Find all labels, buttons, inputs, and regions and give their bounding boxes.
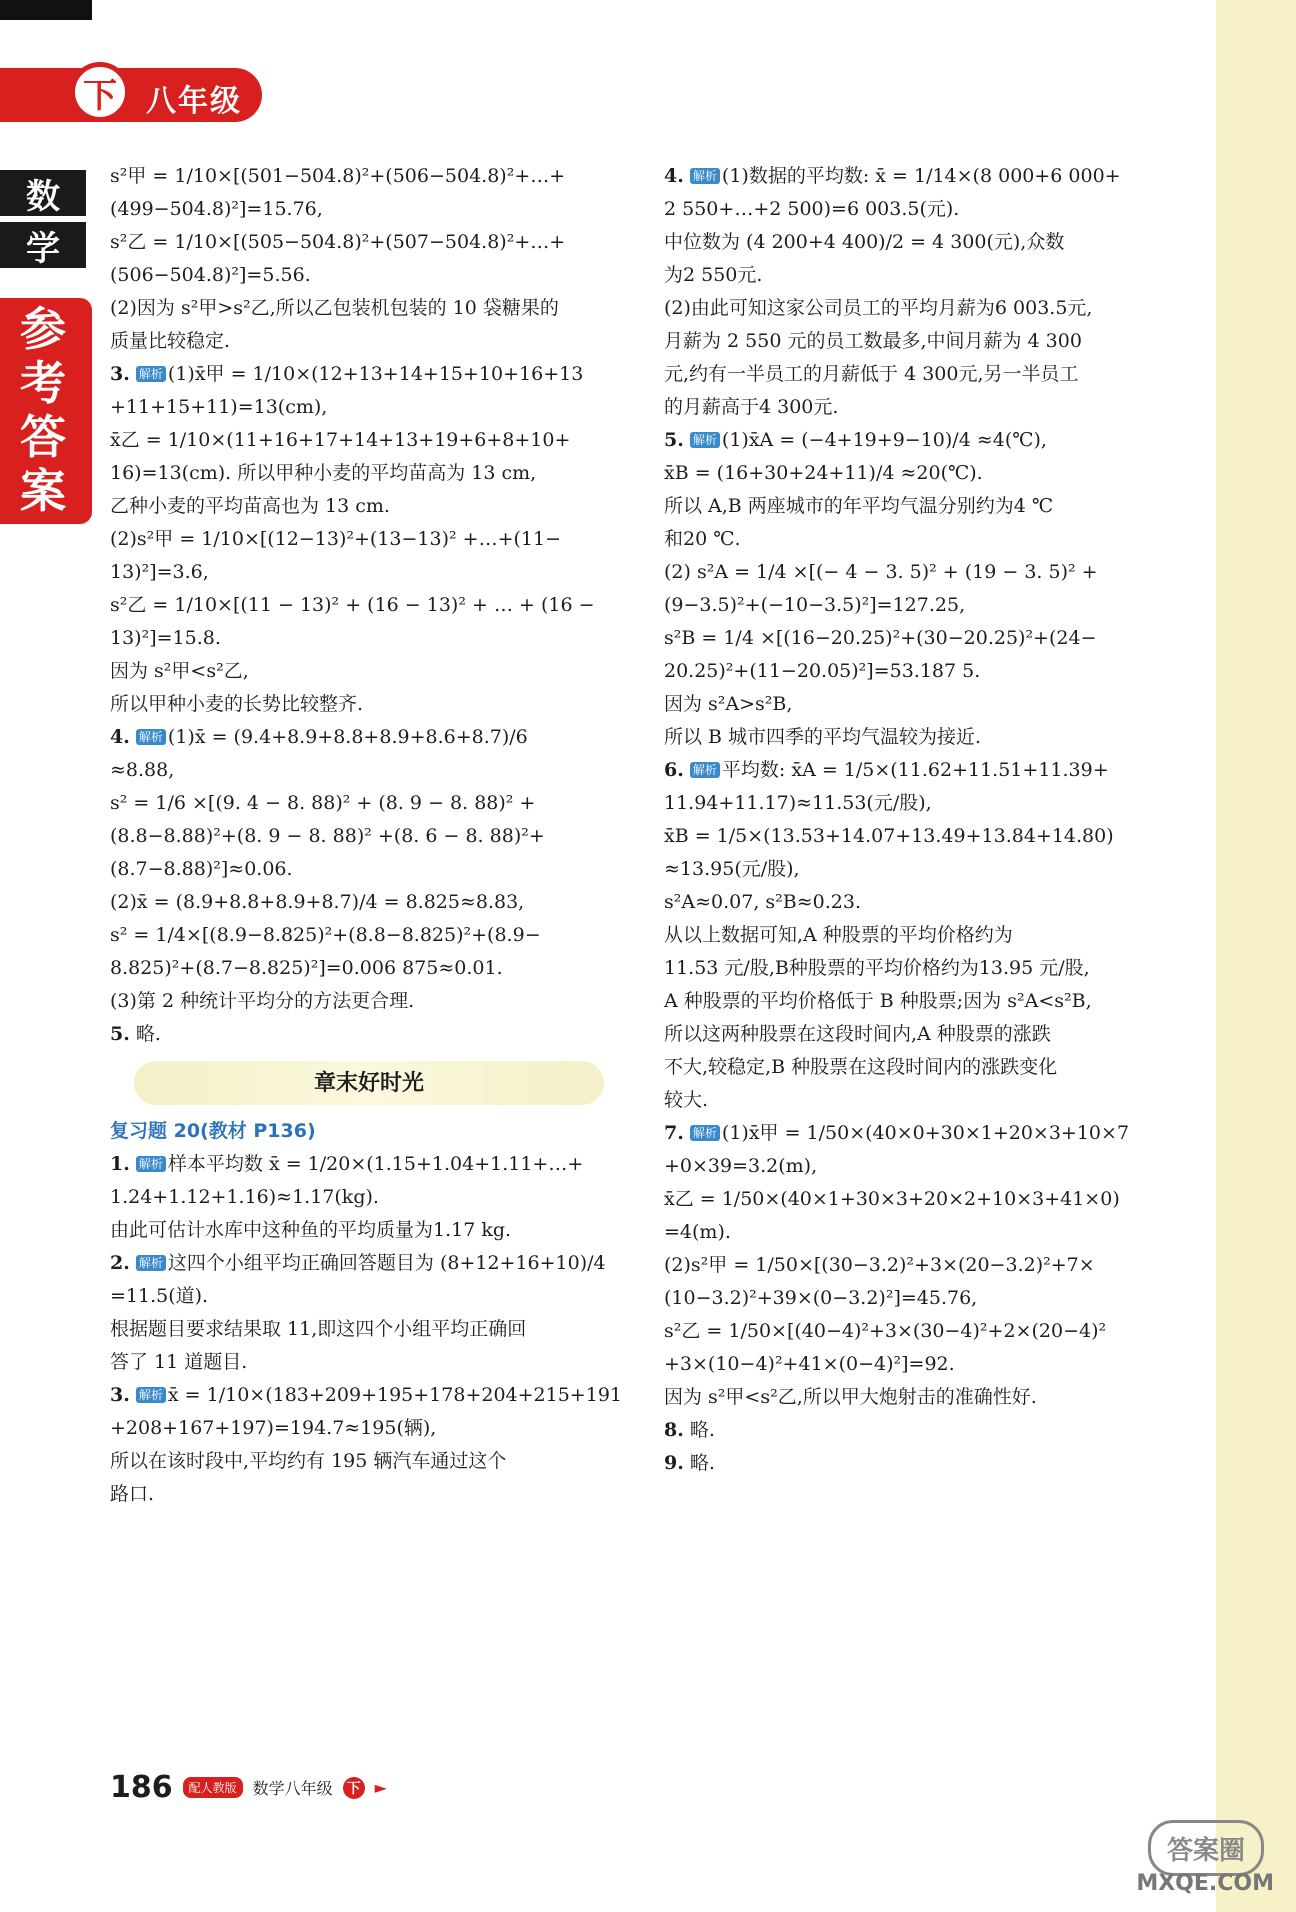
question-number: 5. [110, 1023, 130, 1045]
answer-line [110, 1478, 610, 1511]
answer-line [110, 1379, 622, 1412]
answer-text: 平均数: x̄A = 1/5×(11.62+11.51+11.39+ [721, 759, 1109, 781]
answer-text: (2)s²甲 = 1/10×[(12−13)²+(13−13)² +…+(11− [110, 528, 562, 550]
answer-line [110, 655, 610, 688]
answer-text: 8.825)²+(8.7−8.825)²]=0.006 875≈0.01. [110, 957, 503, 979]
answer-line [664, 853, 1164, 886]
answer-line [664, 754, 1164, 787]
answer-text: 所以这两种股票在这段时间内,A 种股票的涨跌 [664, 1023, 1051, 1045]
answer-line [110, 358, 610, 391]
answer-line [664, 1282, 1164, 1315]
answer-line [110, 160, 610, 193]
answer-line [664, 1348, 1164, 1381]
arrow-right-icon: ► [374, 1778, 387, 1797]
answer-text: =4(m). [664, 1221, 731, 1243]
answer-text: s²A≈0.07, s²B≈0.23. [664, 891, 861, 913]
answer-line [110, 1280, 610, 1313]
answer-text: 较大. [664, 1089, 709, 1111]
answer-line [110, 688, 610, 721]
answer-text: 质量比较稳定. [110, 330, 231, 352]
grade-label: 八年级 [146, 84, 242, 119]
answer-text: 答了 11 道题目. [110, 1351, 248, 1373]
watermark-logo: 答案圈 [1148, 1820, 1264, 1876]
answer-line [664, 952, 1164, 985]
answer-text: s²乙 = 1/10×[(11 − 13)² + (16 − 13)² + … + (16 − [110, 594, 595, 616]
answer-text: (2)由此可知这家公司员工的平均月薪为6 003.5元, [664, 297, 1093, 319]
side-subject-top: 数 [0, 170, 86, 216]
answer-text: 为2 550元. [664, 264, 763, 286]
page-number: 186 [110, 1770, 173, 1805]
answer-text: 11.94+11.17)≈11.53(元/股), [664, 792, 932, 814]
page-edge-strip [1216, 0, 1296, 1912]
answer-text: (1)x̄A = (−4+19+9−10)/4 ≈4(℃), [721, 429, 1047, 451]
answer-line [664, 1084, 1164, 1117]
answer-line [110, 952, 610, 985]
side-label-char: 案 [20, 464, 66, 518]
question-number: 2. [110, 1252, 130, 1274]
answer-line [110, 556, 610, 589]
answer-text: 样本平均数 x̄ = 1/20×(1.15+1.04+1.11+…+ [167, 1153, 584, 1175]
side-label-char: 考 [20, 356, 66, 410]
answer-line [110, 1445, 610, 1478]
side-subject-bottom: 学 [0, 222, 86, 268]
answer-line [664, 1183, 1164, 1216]
answer-text: (1)x̄甲 = 1/50×(40×0+30×1+20×3+10×7 [721, 1122, 1130, 1144]
answer-text: (10−3.2)²+39×(0−3.2)²]=45.76, [664, 1287, 978, 1309]
section-subtitle: 复习题 20(教材 P136) [110, 1120, 316, 1142]
answer-line [664, 523, 1164, 556]
right-column [664, 160, 1164, 1480]
answer-line [664, 622, 1164, 655]
answer-line [110, 985, 610, 1018]
answer-line [664, 556, 1164, 589]
answer-line [664, 1051, 1164, 1084]
answer-text: 根据题目要求结果取 11,即这四个小组平均正确回 [110, 1318, 527, 1340]
answer-text: +3×(10−4)²+41×(0−4)²]=92. [664, 1353, 955, 1375]
side-label-char: 答 [20, 410, 66, 464]
question-number: 4. [110, 726, 130, 748]
answer-text: s² = 1/6 ×[(9. 4 − 8. 88)² + (8. 9 − 8. 88)² + [110, 792, 536, 814]
answer-text: (499−504.8)²]=15.76, [110, 198, 323, 220]
answer-line [664, 160, 1164, 193]
answer-text: +11+15+11)=13(cm), [110, 396, 328, 418]
solution-badge: 解析 [690, 1125, 720, 1141]
answer-line [110, 193, 610, 226]
answer-line [110, 1018, 610, 1051]
answer-line [664, 1447, 1164, 1480]
question-number: 6. [664, 759, 684, 781]
answer-text: 13)²]=3.6, [110, 561, 209, 583]
answer-text: s²甲 = 1/10×[(501−504.8)²+(506−504.8)²+…+ [110, 165, 566, 187]
answer-line [110, 1148, 610, 1181]
watermark-site: MXQE.COM [1136, 1871, 1274, 1896]
review-answers [110, 1148, 622, 1511]
question-number: 3. [110, 363, 130, 385]
answer-line [110, 1412, 610, 1445]
answer-line [664, 1381, 1164, 1414]
answer-line [110, 1247, 610, 1280]
answer-text: 路口. [110, 1483, 155, 1505]
answer-text: 月薪为 2 550 元的员工数最多,中间月薪为 4 300 [664, 330, 1082, 352]
answer-text: 略. [689, 1452, 715, 1474]
answer-line [110, 1346, 610, 1379]
answer-text: ≈13.95(元/股), [664, 858, 800, 880]
side-answer-tab [0, 298, 92, 524]
answer-line [664, 721, 1164, 754]
answer-line [110, 886, 610, 919]
question-number: 9. [664, 1452, 684, 1474]
solution-badge: 解析 [690, 432, 720, 448]
answer-text: x̄B = (16+30+24+11)/4 ≈20(℃). [664, 462, 983, 484]
question-number: 7. [664, 1122, 684, 1144]
book-title: 数学八年级 [252, 1779, 333, 1798]
answer-line [664, 919, 1164, 952]
answer-line [110, 424, 610, 457]
answer-line [110, 457, 610, 490]
answer-text: 从以上数据可知,A 种股票的平均价格约为 [664, 924, 1013, 946]
answer-text: (8.7−8.88)²]≈0.06. [110, 858, 293, 880]
answer-line [664, 1150, 1164, 1183]
answer-text: (1)数据的平均数: x̄ = 1/14×(8 000+6 000+ [721, 165, 1121, 187]
answer-line [664, 325, 1164, 358]
answer-text: 16)=13(cm). 所以甲种小麦的平均苗高为 13 cm, [110, 462, 537, 484]
question-number: 3. [110, 1384, 130, 1406]
answer-line [664, 1249, 1164, 1282]
right-answers [664, 160, 1164, 1480]
solution-badge: 解析 [136, 1387, 166, 1403]
answer-text: 和20 ℃. [664, 528, 741, 550]
answer-line [110, 226, 610, 259]
answer-line [110, 853, 610, 886]
side-label-char: 参 [20, 302, 66, 356]
answer-line [664, 457, 1164, 490]
answer-text: (1)x̄甲 = 1/10×(12+13+14+15+10+16+13 [167, 363, 584, 385]
answer-line [110, 919, 610, 952]
answer-text: 这四个小组平均正确回答题目为 (8+12+16+10)/4 [167, 1252, 606, 1274]
answer-text: 乙种小麦的平均苗高也为 13 cm. [110, 495, 390, 517]
answer-text: s²乙 = 1/50×[(40−4)²+3×(30−4)²+2×(20−4)² [664, 1320, 1107, 1342]
answer-line [664, 358, 1164, 391]
answer-text: 因为 s²甲<s²乙, [110, 660, 249, 682]
answer-text: 略. [689, 1419, 715, 1441]
answer-line [110, 1181, 610, 1214]
answer-line [664, 391, 1164, 424]
answer-text: +0×39=3.2(m), [664, 1155, 818, 1177]
answer-text: 2 550+…+2 500)=6 003.5(元). [664, 198, 960, 220]
answer-text: (506−504.8)²]=5.56. [110, 264, 311, 286]
answer-text: 因为 s²A>s²B, [664, 693, 793, 715]
answer-text: 所以在该时段中,平均约有 195 辆汽车通过这个 [110, 1450, 507, 1472]
answer-line [664, 886, 1164, 919]
edition-badge: 配人教版 [183, 1777, 243, 1798]
volume-badge: 下 [70, 62, 130, 122]
solution-badge: 解析 [136, 1156, 166, 1172]
answer-line [110, 820, 610, 853]
answer-text: (2)x̄ = (8.9+8.8+8.9+8.7)/4 = 8.825≈8.83, [110, 891, 525, 913]
answer-text: s²乙 = 1/10×[(505−504.8)²+(507−504.8)²+…+ [110, 231, 566, 253]
question-number: 4. [664, 165, 684, 187]
answer-line [664, 1216, 1164, 1249]
answer-line [664, 820, 1164, 853]
answer-text: ≈8.88, [110, 759, 175, 781]
question-number: 5. [664, 429, 684, 451]
solution-badge: 解析 [690, 762, 720, 778]
answer-text: 由此可估计水库中这种鱼的平均质量为1.17 kg. [110, 1219, 512, 1241]
answer-text: 略. [135, 1023, 161, 1045]
answer-line [110, 589, 610, 622]
answer-line [110, 523, 610, 556]
answer-line [664, 424, 1164, 457]
answer-line [110, 622, 610, 655]
answer-line [110, 391, 610, 424]
answer-text: 1.24+1.12+1.16)≈1.17(kg). [110, 1186, 379, 1208]
answer-line [664, 589, 1164, 622]
answer-text: s²B = 1/4 ×[(16−20.25)²+(30−20.25)²+(24− [664, 627, 1097, 649]
page-footer [110, 1770, 387, 1805]
grade-banner [0, 62, 262, 128]
answer-text: 不大,较稳定,B 种股票在这段时间内的涨跌变化 [664, 1056, 1058, 1078]
answer-text: =11.5(道). [110, 1285, 209, 1307]
answer-text: 所以 A,B 两座城市的年平均气温分别约为4 ℃ [664, 495, 1054, 517]
answer-line [110, 787, 610, 820]
left-answers [110, 160, 610, 1051]
answer-text: x̄乙 = 1/10×(11+16+17+14+13+19+6+8+10+ [110, 429, 571, 451]
answer-text: 13)²]=15.8. [110, 627, 221, 649]
answer-text: 20.25)²+(11−20.05)²]=53.187 5. [664, 660, 981, 682]
answer-line [110, 490, 610, 523]
answer-line [664, 226, 1164, 259]
top-black-bar [0, 0, 92, 20]
answer-line [664, 1018, 1164, 1051]
answer-line [664, 787, 1164, 820]
answer-line [110, 325, 610, 358]
answer-text: 中位数为 (4 200+4 400)/2 = 4 300(元),众数 [664, 231, 1065, 253]
answer-text: (3)第 2 种统计平均分的方法更合理. [110, 990, 415, 1012]
answer-line [664, 1315, 1164, 1348]
volume-circle: 下 [343, 1777, 365, 1799]
answer-line [664, 490, 1164, 523]
solution-badge: 解析 [690, 168, 720, 184]
answer-text: (2) s²A = 1/4 ×[(− 4 − 3. 5)² + (19 − 3. 5)² + [664, 561, 1098, 583]
question-number: 1. [110, 1153, 130, 1175]
answer-line [664, 1117, 1164, 1150]
answer-text: (2)因为 s²甲>s²乙,所以乙包装机包装的 10 袋糖果的 [110, 297, 559, 319]
answer-line [664, 259, 1164, 292]
answer-line [110, 721, 610, 754]
answer-text: 元,约有一半员工的月薪低于 4 300元,另一半员工 [664, 363, 1079, 385]
answer-text: (1)x̄ = (9.4+8.9+8.8+8.9+8.6+8.7)/6 [167, 726, 528, 748]
answer-text: (8.8−8.88)²+(8. 9 − 8. 88)² +(8. 6 − 8. 88)²+ [110, 825, 545, 847]
answer-text: (9−3.5)²+(−10−3.5)²]=127.25, [664, 594, 966, 616]
section-title: 章末好时光 [134, 1061, 604, 1105]
answer-line [664, 985, 1164, 1018]
answer-text: x̄B = 1/5×(13.53+14.07+13.49+13.84+14.80) [664, 825, 1114, 847]
solution-badge: 解析 [136, 366, 166, 382]
answer-text: 所以甲种小麦的长势比较整齐. [110, 693, 364, 715]
answer-line [110, 292, 610, 325]
answer-text: 所以 B 城市四季的平均气温较为接近. [664, 726, 982, 748]
answer-line [110, 754, 610, 787]
question-number: 8. [664, 1419, 684, 1441]
answer-line [110, 1214, 610, 1247]
answer-text: x̄乙 = 1/50×(40×1+30×3+20×2+10×3+41×0) [664, 1188, 1120, 1210]
answer-text: 11.53 元/股,B种股票的平均价格约为13.95 元/股, [664, 957, 1090, 979]
answer-text: x̄ = 1/10×(183+209+195+178+204+215+191 [167, 1384, 622, 1406]
answer-text: (2)s²甲 = 1/50×[(30−3.2)²+3×(20−3.2)²+7× [664, 1254, 1095, 1276]
answer-line [664, 655, 1164, 688]
solution-badge: 解析 [136, 729, 166, 745]
answer-line [664, 688, 1164, 721]
left-column [110, 160, 622, 1511]
answer-text: s² = 1/4×[(8.9−8.825)²+(8.8−8.825)²+(8.9− [110, 924, 541, 946]
answer-line [664, 193, 1164, 226]
answer-text: 因为 s²甲<s²乙,所以甲大炮射击的准确性好. [664, 1386, 1037, 1408]
answer-line [664, 292, 1164, 325]
answer-line [110, 1313, 610, 1346]
answer-text: A 种股票的平均价格低于 B 种股票;因为 s²A<s²B, [664, 990, 1092, 1012]
answer-line [664, 1414, 1164, 1447]
site-watermark [1128, 1820, 1278, 1900]
answer-text: +208+167+197)=194.7≈195(辆), [110, 1417, 437, 1439]
answer-text: 的月薪高于4 300元. [664, 396, 839, 418]
solution-badge: 解析 [136, 1255, 166, 1271]
answer-line [110, 259, 610, 292]
